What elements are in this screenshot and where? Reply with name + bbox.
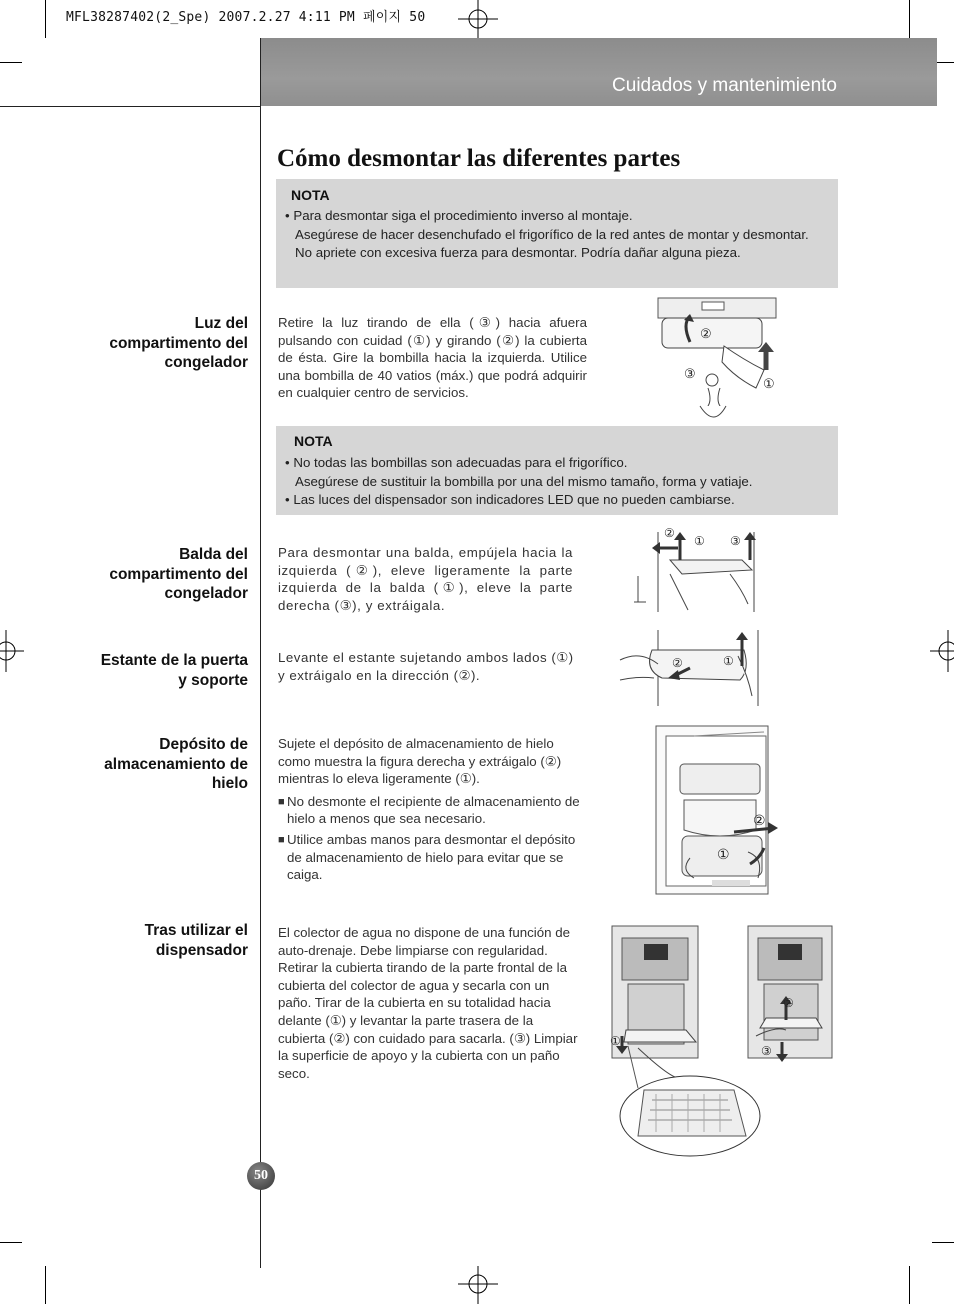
registration-mark-icon: [456, 0, 500, 40]
callout-2: ②: [700, 326, 712, 341]
nota-text: [285, 207, 825, 263]
print-slug: MFL38287402(2_Spe) 2007.2.27 4:11 PM 페이지 50: [66, 10, 426, 25]
bullet-text: No desmonte el recipiente de almacenamiento de hielo a menos que sea necesario.: [287, 793, 580, 827]
callout-3: ③: [761, 1044, 772, 1058]
bullet-item: [278, 831, 583, 884]
ice-bin-illustration: [654, 724, 784, 896]
nota-line: • Las luces del dispensador son indicadores LED que no pueden cambiarse.: [285, 492, 735, 507]
column-divider: [260, 38, 261, 1268]
section-text-deposito: [278, 735, 583, 884]
section-label-estante: Estante de la puerta y soporte: [100, 652, 248, 689]
nota-text: [285, 454, 833, 510]
callout-1: ①: [723, 654, 734, 668]
door-bin-illustration: [618, 628, 763, 708]
crop-mark: [45, 0, 46, 38]
callout-1: ①: [694, 534, 705, 548]
section-label-luz: Luz del compartimento del congelador: [109, 315, 248, 371]
nota-heading: NOTA: [294, 433, 333, 449]
callout-2: ②: [753, 812, 766, 828]
crop-mark: [909, 1266, 910, 1304]
section-label-tras: Tras utilizar el dispensador: [144, 922, 248, 959]
callout-1: ①: [610, 1034, 621, 1048]
section-text-balda: Para desmontar una balda, empújela hacia la izquierda (②), eleve ligeramente la parte izquierda de la balda (①), eleve la parte derecha (③), y extráigala.: [278, 545, 573, 613]
crop-mark: [932, 1242, 954, 1243]
callout-2: ②: [664, 526, 675, 540]
registration-mark-icon: [0, 630, 26, 674]
nota-box: [276, 179, 838, 288]
section-header-band: [261, 38, 937, 106]
bullet-square-icon: ■: [278, 795, 285, 808]
page-number: 50: [247, 1162, 275, 1190]
nota-line: No apriete con excesiva fuerza para desmontar. Podría dañar alguna pieza.: [295, 245, 741, 260]
registration-mark-icon: [456, 1266, 500, 1304]
crop-mark: [0, 62, 22, 63]
callout-3: ③: [684, 366, 696, 381]
crop-mark: [45, 1266, 46, 1304]
section-label-deposito: Depósito de almacenamiento de hielo: [104, 736, 248, 792]
nota-box: [276, 426, 838, 515]
section-text-estante: Levante el estante sujetando ambos lados (①) y extráigalo en la dirección (②).: [278, 650, 574, 683]
section-title: Cuidados y mantenimiento: [612, 75, 837, 96]
registration-mark-icon: [928, 630, 954, 674]
page-title: Cómo desmontar las diferentes partes: [277, 145, 681, 172]
crop-mark: [909, 0, 910, 38]
deposito-intro: Sujete el depósito de almacenamiento de hielo como muestra la figura derecha y extráigalo (②) mientras lo eleva ligeramente (①).: [278, 736, 562, 787]
nota-line: Asegúrese de sustituir la bombilla por una del mismo tamaño, forma y vatiaje.: [295, 473, 753, 489]
section-label-balda: Balda del compartimento del congelador: [109, 546, 248, 602]
callout-2: ②: [672, 656, 683, 670]
callout-1: ①: [763, 376, 775, 391]
crop-mark: [0, 1242, 22, 1243]
callout-1: ①: [717, 846, 730, 862]
nota-line: • No todas las bombillas son adecuadas para el frigorífico.: [285, 455, 628, 470]
callout-3: ③: [730, 534, 741, 548]
freezer-light-illustration: [654, 296, 784, 436]
header-rule: [0, 106, 261, 107]
nota-line: • Para desmontar siga el procedimiento inverso al montaje.: [285, 208, 633, 223]
section-text-tras: El colector de agua no dispone de una función de auto-drenaje. Debe limpiarse con regularidad. Retirar la cubierta tirando de la parte frontal de la cubierta del colector de agua y secarla con un paño. Tirar de la cubierta en su totalidad hacia delante (①) y levantar la parte trasera de la cubierta (②) con cuidado para sacarla. (③) Limpiar la superficie de apoyo y la cubierta con un paño seco.: [278, 925, 578, 1081]
nota-heading: NOTA: [291, 187, 330, 203]
bullet-item: [278, 793, 583, 828]
bullet-square-icon: ■: [278, 833, 285, 846]
bullet-text: Utilice ambas manos para desmontar el depósito de almacenamiento de hielo para evitar que se caiga.: [287, 831, 576, 883]
callout-2: ②: [783, 996, 794, 1010]
section-text-luz: Retire la luz tirando de ella (③) hacia afuera pulsando con cuidad (①) y girando (②) la cubierta de ésta. Gire la bombilla hacia la izquierda. Utilice una bombilla de 40 vatios (máx.) que podrá adquirir en cualquier centro de servicios.: [278, 315, 587, 401]
nota-line: Asegúrese de hacer desenchufado el frigorífico de la red antes de montar y desmontar.: [295, 226, 809, 242]
